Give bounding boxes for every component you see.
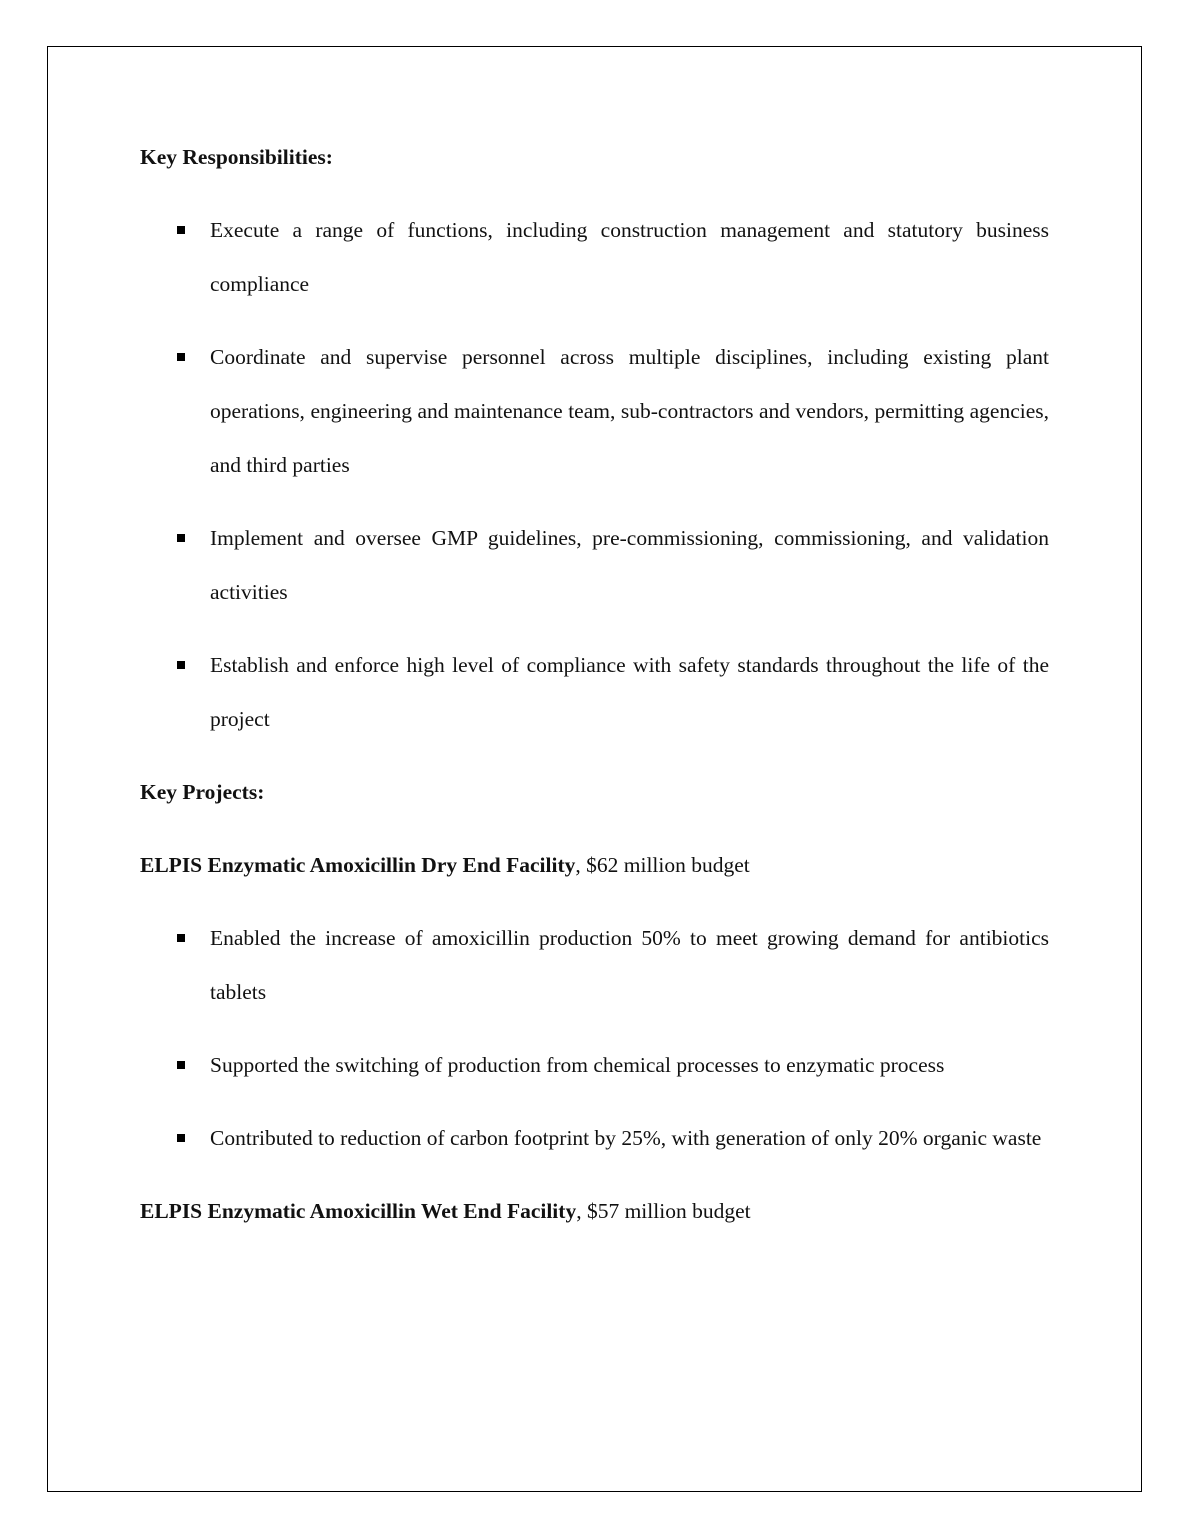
project-name: ELPIS Enzymatic Amoxicillin Wet End Facility bbox=[140, 1199, 577, 1223]
project-budget: , $57 million budget bbox=[576, 1199, 751, 1223]
list-item bbox=[140, 911, 1049, 1019]
square-bullet-icon bbox=[177, 1134, 185, 1142]
document-body bbox=[140, 130, 1049, 1257]
square-bullet-icon bbox=[177, 661, 185, 669]
square-bullet-icon bbox=[177, 934, 185, 942]
project-achievements-list bbox=[140, 911, 1049, 1165]
square-bullet-icon bbox=[177, 226, 185, 234]
square-bullet-icon bbox=[177, 1061, 185, 1069]
list-item-text: Contributed to reduction of carbon footprint by 25%, with generation of only 20% organic waste bbox=[210, 1126, 1042, 1150]
list-item bbox=[140, 330, 1049, 492]
responsibilities-heading: Key Responsibilities: bbox=[140, 145, 333, 169]
list-item-text: Supported the switching of production from chemical processes to enzymatic process bbox=[210, 1053, 945, 1077]
project-name: ELPIS Enzymatic Amoxicillin Dry End Facility bbox=[140, 853, 576, 877]
project-title bbox=[140, 1184, 1049, 1238]
square-bullet-icon bbox=[177, 353, 185, 361]
list-item bbox=[140, 638, 1049, 746]
list-item-text: Enabled the increase of amoxicillin production 50% to meet growing demand for antibiotics tablets bbox=[210, 926, 1049, 1004]
projects-heading: Key Projects: bbox=[140, 780, 265, 804]
list-item-text: Implement and oversee GMP guidelines, pre-commissioning, commissioning, and validation activities bbox=[210, 526, 1049, 604]
list-item bbox=[140, 1111, 1049, 1165]
project-budget: , $62 million budget bbox=[575, 853, 750, 877]
square-bullet-icon bbox=[177, 534, 185, 542]
list-item bbox=[140, 1038, 1049, 1092]
list-item-text: Coordinate and supervise personnel across multiple disciplines, including existing plant operations, engineering and maintenance team, sub-contractors and vendors, permitting agencies, and third parties bbox=[210, 345, 1049, 477]
list-item bbox=[140, 203, 1049, 311]
list-item-text: Establish and enforce high level of compliance with safety standards throughout the life of the project bbox=[210, 653, 1049, 731]
list-item-text: Execute a range of functions, including construction management and statutory business compliance bbox=[210, 218, 1049, 296]
project-title bbox=[140, 838, 1049, 892]
responsibilities-list bbox=[140, 203, 1049, 746]
list-item bbox=[140, 511, 1049, 619]
